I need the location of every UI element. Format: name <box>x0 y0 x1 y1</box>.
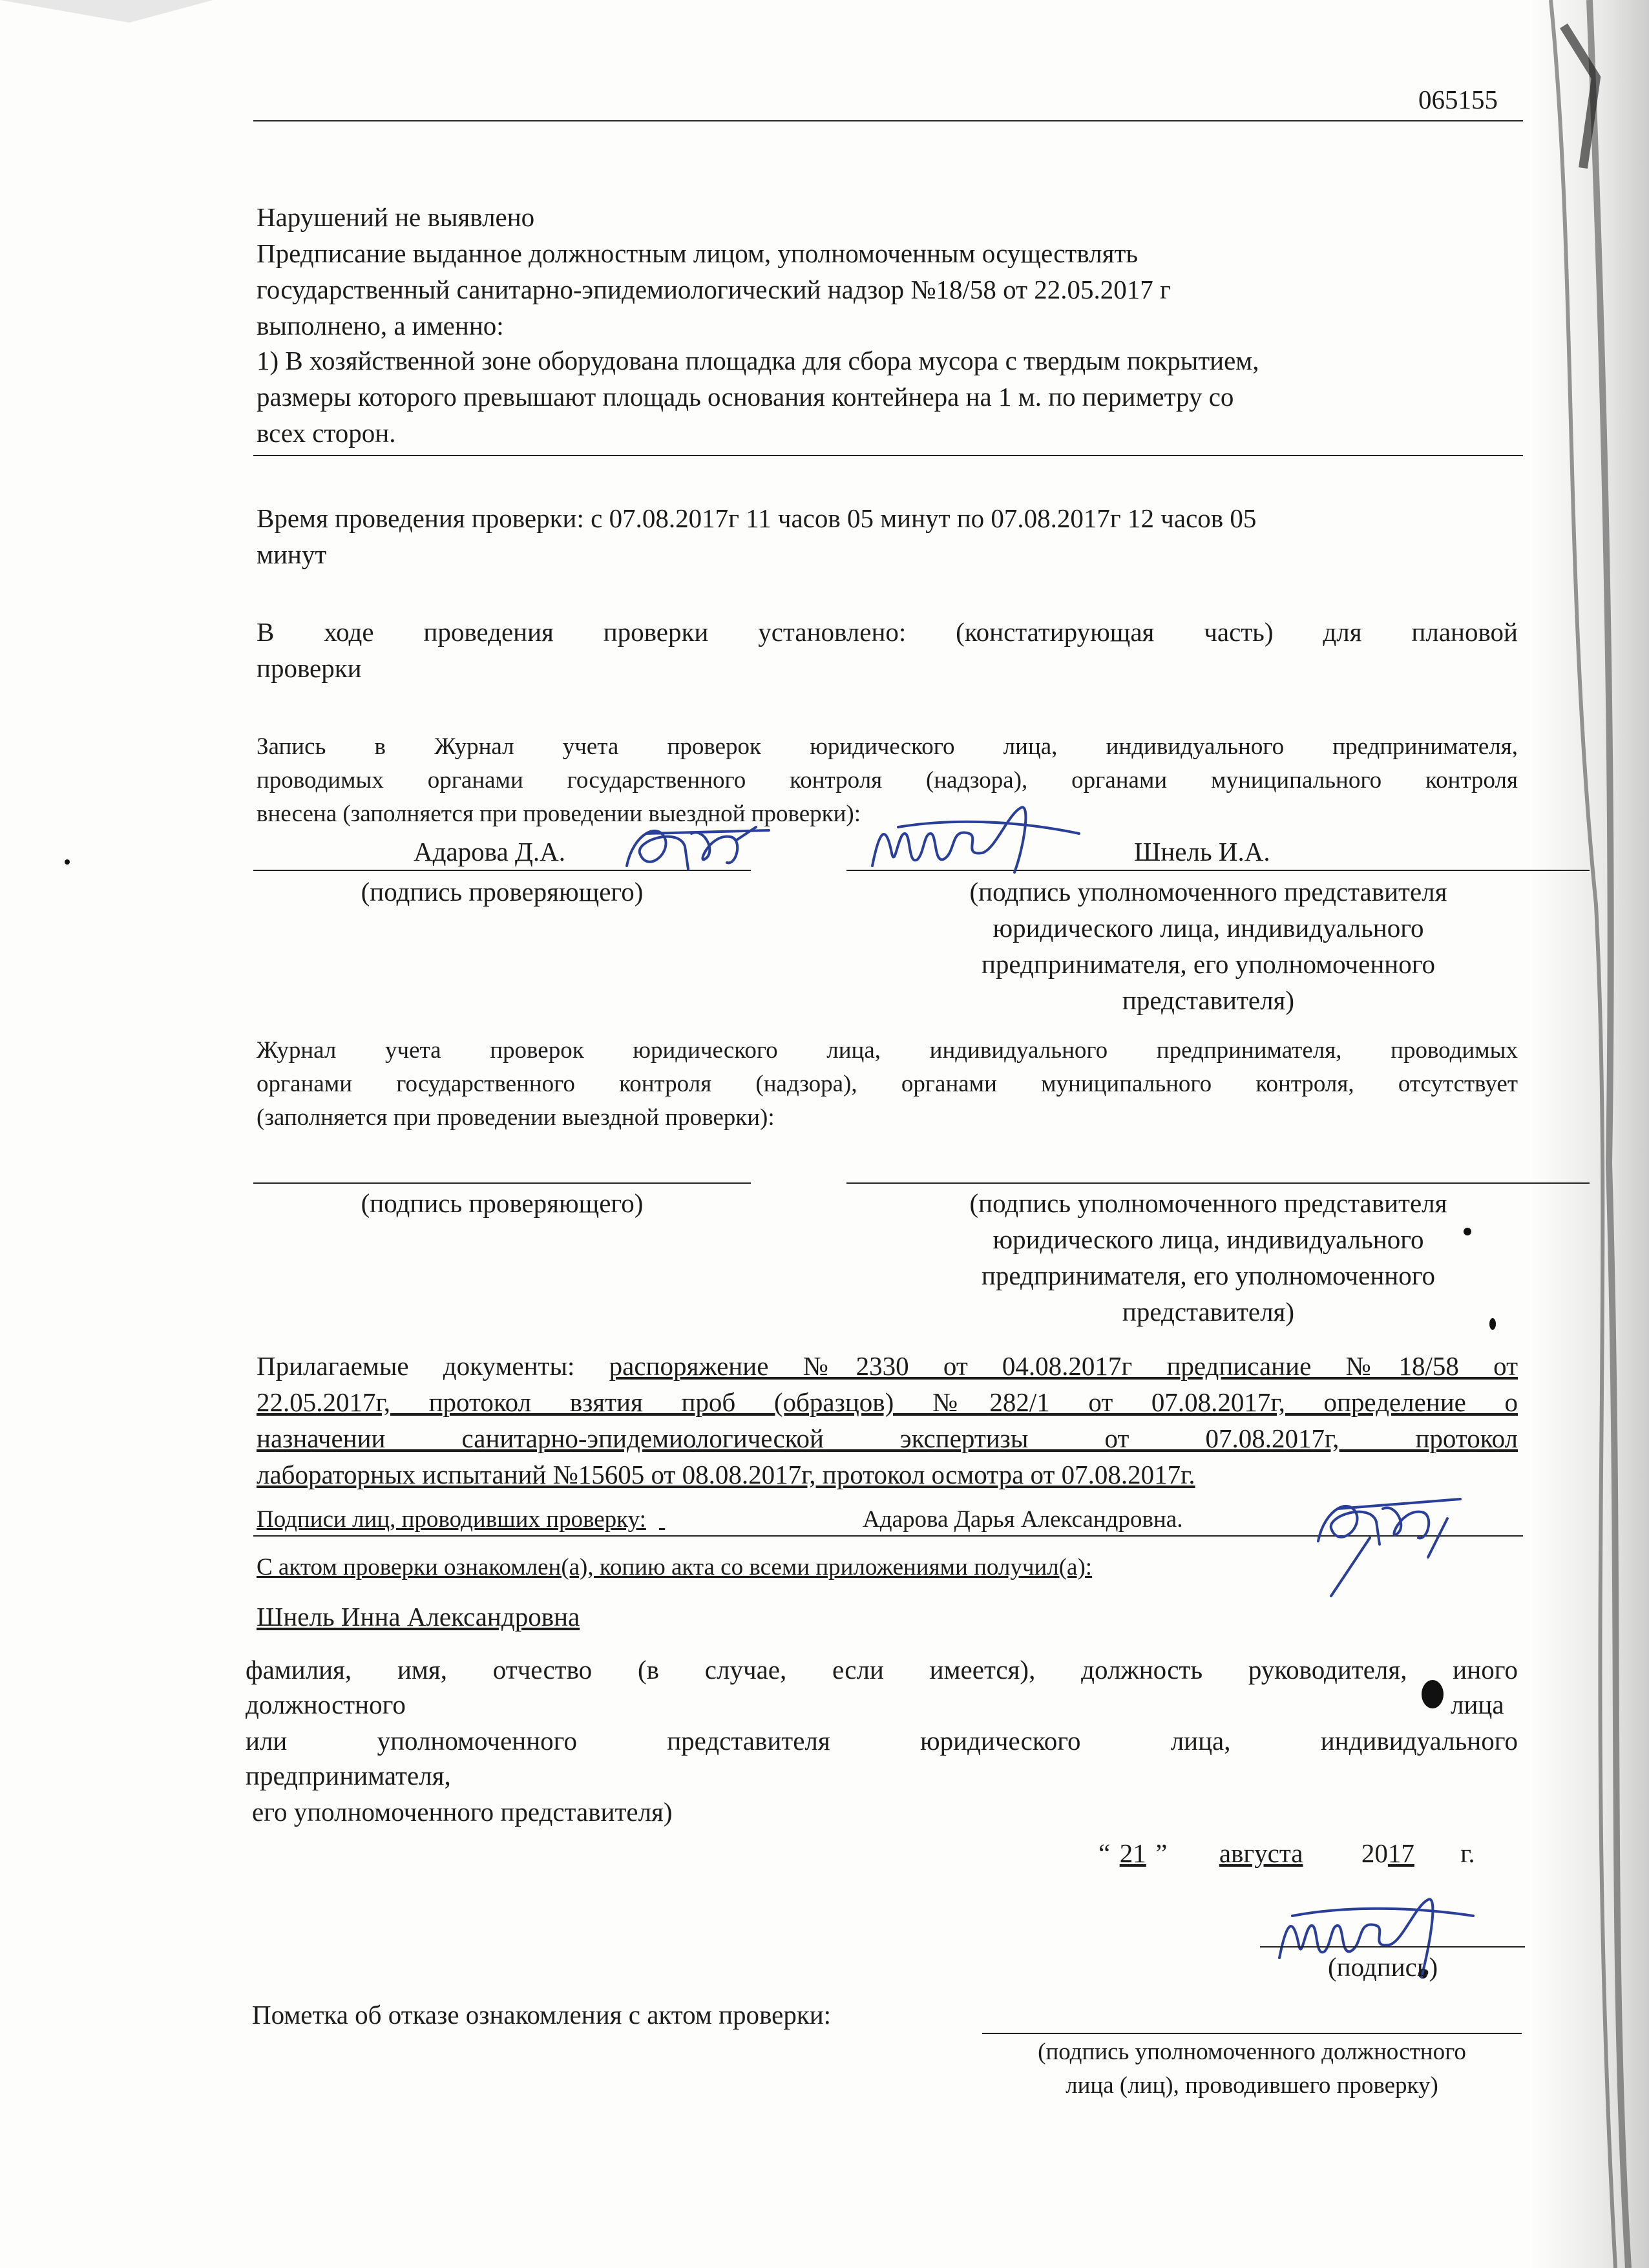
item-line: размеры которого превышают площадь основания контейнера на 1 м. по периметру со <box>257 382 1234 412</box>
inspector-name: Адарова Д.А. <box>414 837 566 866</box>
inspector-signature <box>607 808 788 892</box>
item-line: всех сторон. <box>257 418 396 448</box>
refusal-caption: (подпись уполномоченного должностного <box>1038 2039 1466 2065</box>
inspector-full-name: Адарова Дарья Александровна. <box>863 1506 1183 1533</box>
inspection-time: минут <box>257 540 327 569</box>
signature-caption: предпринимателя, его уполномоченного <box>981 949 1436 979</box>
attached-list: назначении санитарно-эпидемиологической экспертизы от 07.08.2017г, протокол <box>257 1423 1518 1453</box>
header-rule <box>253 120 1523 121</box>
inspectors-signatures-label: Подписи лиц, проводивших проверку: <box>257 1506 646 1533</box>
refusal-caption: лица (лиц), проводившего проверку) <box>1066 2072 1438 2099</box>
findings: проверки <box>257 653 362 683</box>
acquainted-name: Шнель Инна Александровна <box>257 1602 580 1632</box>
signature-caption: предпринимателя, его уполномоченного <box>981 1261 1436 1290</box>
signature-line <box>982 2033 1522 2034</box>
signature-line <box>1260 1946 1525 1948</box>
prescription-line: государственный санитарно-эпидемиологический надзор №18/58 от 22.05.2017 г <box>257 275 1171 304</box>
prescription-line: Предписание выданное должностным лицом, уполномоченным осуществлять <box>257 238 1139 268</box>
attached-list: лабораторных испытаний №15605 от 08.08.2017г, протокол осмотра от 07.08.2017г. <box>257 1460 1195 1489</box>
document-number: 065155 <box>1418 85 1498 114</box>
inspection-time: Время проведения проверки: с 07.08.2017г 11 часов 05 минут по 07.08.2017г 12 часов 05 <box>257 503 1257 533</box>
acquainted-desc: лица <box>1451 1690 1504 1719</box>
attached-list: 22.05.2017г, протокол взятия проб (образцов) №282/1 от 07.08.2017г, определение о <box>257 1387 1518 1417</box>
signature-caption: представителя) <box>1122 1297 1295 1327</box>
acquainted-label: С актом проверки ознакомлен(а), копию акта со всеми приложениями получил(а): <box>257 1554 1093 1580</box>
journal-absent-text: органами государственного контроля (надзора), органами муниципального контроля, отсутствует <box>257 1071 1518 1097</box>
prescription-line: выполнено, а именно: <box>257 311 504 341</box>
journal-absent-text: Журнал учета проверок юридического лица, индивидуального предпринимателя, проводимых <box>257 1037 1518 1064</box>
ink-stroke <box>1292 1525 1409 1602</box>
block-rule <box>253 455 1523 456</box>
acquainted-desc: или уполномоченного представителя юридического лица, индивидуального <box>246 1726 1518 1756</box>
acquainted-desc: его уполномоченного представителя) <box>252 1797 673 1827</box>
acquainted-desc: фамилия, имя, отчество (в случае, если имеется), должность руководителя, иного <box>246 1655 1518 1685</box>
signature-caption: (подпись уполномоченного представителя <box>969 877 1447 907</box>
signature-line <box>846 1182 1590 1184</box>
representative-name: Шнель И.А. <box>1134 837 1270 866</box>
date-year: 17 <box>1387 1838 1414 1868</box>
signature-caption: представителя) <box>1122 985 1295 1015</box>
signature-caption: (подпись уполномоченного представителя <box>969 1188 1447 1218</box>
item-line: 1) В хозяйственной зоне оборудована площадка для сбора мусора с твердым покрытием, <box>257 346 1259 375</box>
date-month: августа <box>1219 1838 1303 1868</box>
journal-entry-text: проводимых органами государственного контроля (надзора), органами муниципального контроля <box>257 767 1518 793</box>
date-line: “ 21 ” августа 2017 г. <box>1098 1835 1475 1871</box>
journal-entry-text: Запись в Журнал учета проверок юридического лица, индивидуального предпринимателя, <box>257 733 1518 760</box>
signature-caption: (подпись проверяющего) <box>361 1188 644 1218</box>
journal-absent-text: (заполняется при проведении выездной проверки): <box>257 1104 775 1131</box>
refusal-label: Пометка об отказе ознакомления с актом проверки: <box>252 2000 832 2030</box>
signature-caption: юридического лица, индивидуального <box>993 913 1424 943</box>
acquainted-desc: должностного <box>246 1690 406 1719</box>
journal-entry-text: внесена (заполняется при проведении выездной проверки): <box>257 801 861 827</box>
signature-caption: юридического лица, индивидуального <box>993 1224 1424 1254</box>
no-violations: Нарушений не выявлено <box>257 202 535 232</box>
signature-caption: (подпись проверяющего) <box>361 877 644 907</box>
attached-label: Прилагаемые документы: <box>257 1351 575 1381</box>
signature-line <box>253 1182 751 1184</box>
findings: В ходе проведения проверки установлено: (констатирующая часть) для плановой <box>257 617 1518 647</box>
signature-caption: (подпись) <box>1328 1952 1438 1982</box>
representative-signature <box>859 795 1092 892</box>
speck <box>65 859 70 865</box>
acquainted-desc: предпринимателя, <box>246 1761 451 1790</box>
attached-list: распоряжение №2330 от 04.08.2017г предписание №18/58 от <box>609 1351 1518 1381</box>
date-day: 21 <box>1119 1838 1146 1868</box>
attached-documents <box>257 1348 1518 1384</box>
